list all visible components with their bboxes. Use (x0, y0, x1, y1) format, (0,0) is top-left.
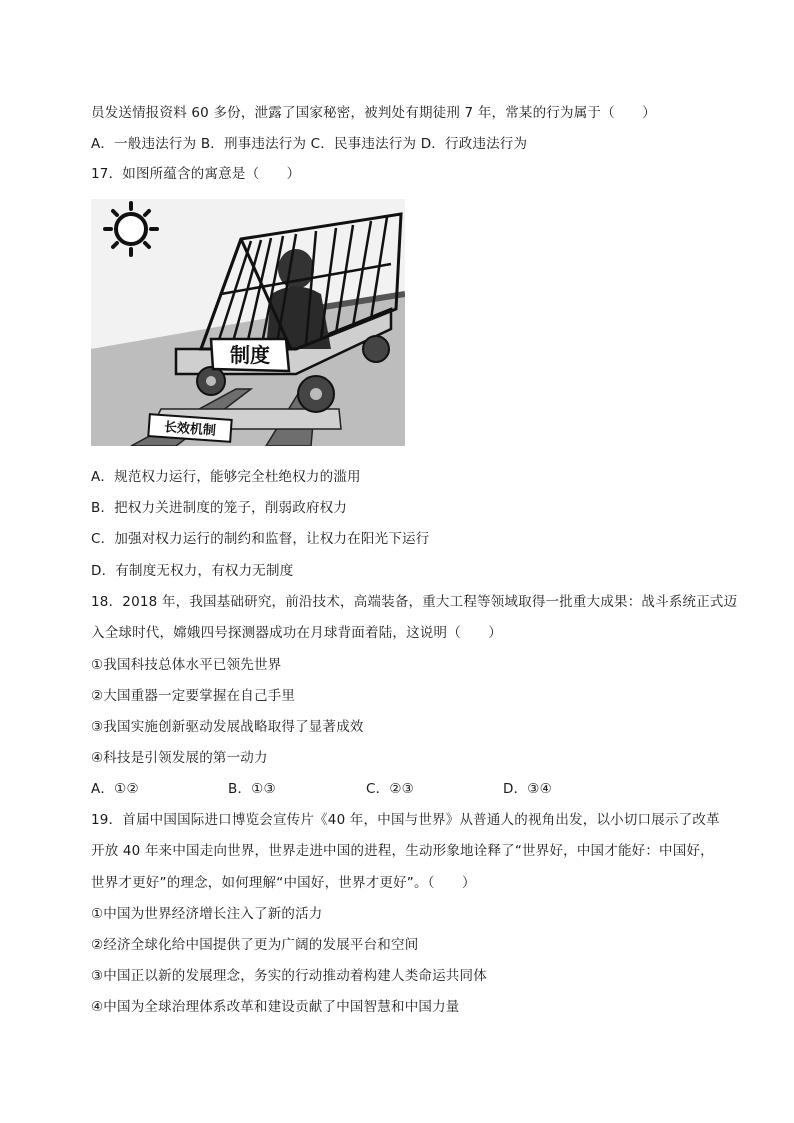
q17-option-c: C．加强对权力运行的制约和监督，让权力在阳光下运行 (91, 531, 430, 547)
q17-option-b: B．把权力关进制度的笼子，削弱政府权力 (91, 500, 348, 516)
q18-option-c: C．②③ (366, 781, 414, 797)
q18-item-1: ①我国科技总体水平已领先世界 (91, 657, 282, 673)
q17-stem: 17．如图所蕴含的寓意是（ ） (91, 166, 301, 182)
q17-option-a: A．规范权力运行，能够完全杜绝权力的滥用 (91, 469, 361, 485)
q19-stem-line2: 开放 40 年来中国走向世界，世界走进中国的进程，生动形象地诠释了“世界好，中国才能好：中国好， (91, 843, 714, 859)
track-sign-label: 长效机制 (163, 420, 217, 439)
q18-item-4: ④科技是引领发展的第一动力 (91, 750, 268, 766)
q18-option-d: D．③④ (503, 781, 552, 797)
q18-item-2: ②大国重器一定要掌握在自己手里 (91, 688, 296, 704)
q18-item-3: ③我国实施创新驱动发展战略取得了显著成效 (91, 719, 364, 735)
q18-option-a: A．①② (91, 781, 139, 797)
q17-cartoon-figure (91, 199, 405, 446)
track-sign (148, 414, 231, 442)
sun-icon (105, 203, 157, 255)
q19-stem-line3: 世界才更好”的理念，如何理解“中国好，世界才更好”。（ ） (91, 875, 476, 891)
q18-option-b: B．①③ (228, 781, 276, 797)
q18-stem-line2: 入全球时代，嫦娥四号探测器成功在月球背面着陆，这说明（ ） (91, 625, 502, 641)
q19-stem-line1: 19．首届中国国际进口博览会宣传片《40 年，中国与世界》从普通人的视角出发，以小切口展示了改革 (91, 812, 720, 828)
cartoon-svg (91, 199, 405, 446)
cart-sign (211, 339, 289, 371)
q18-stem-line1: 18．2018 年，我国基础研究，前沿技术，高端装备，重大工程等领域取得一批重大成果：战斗系统正式迈 (91, 594, 738, 610)
q19-item-4: ④中国为全球治理体系改革和建设贡献了中国智慧和中国力量 (91, 999, 460, 1015)
q16-stem-tail: 员发送情报资料 60 多份，泄露了国家秘密，被判处有期徒刑 7 年，常某的行为属于（ ） (91, 105, 656, 121)
q19-item-2: ②经济全球化给中国提供了更为广阔的发展平台和空间 (91, 937, 419, 953)
q19-item-3: ③中国正以新的发展理念，务实的行动推动着构建人类命运共同体 (91, 968, 487, 984)
cart-sign-label: 制度 (230, 343, 270, 367)
q17-option-d: D．有制度无权力，有权力无制度 (91, 563, 294, 579)
q19-item-1: ①中国为世界经济增长注入了新的活力 (91, 906, 323, 922)
q16-options: A．一般违法行为 B．刑事违法行为 C．民事违法行为 D．行政违法行为 (91, 136, 528, 152)
